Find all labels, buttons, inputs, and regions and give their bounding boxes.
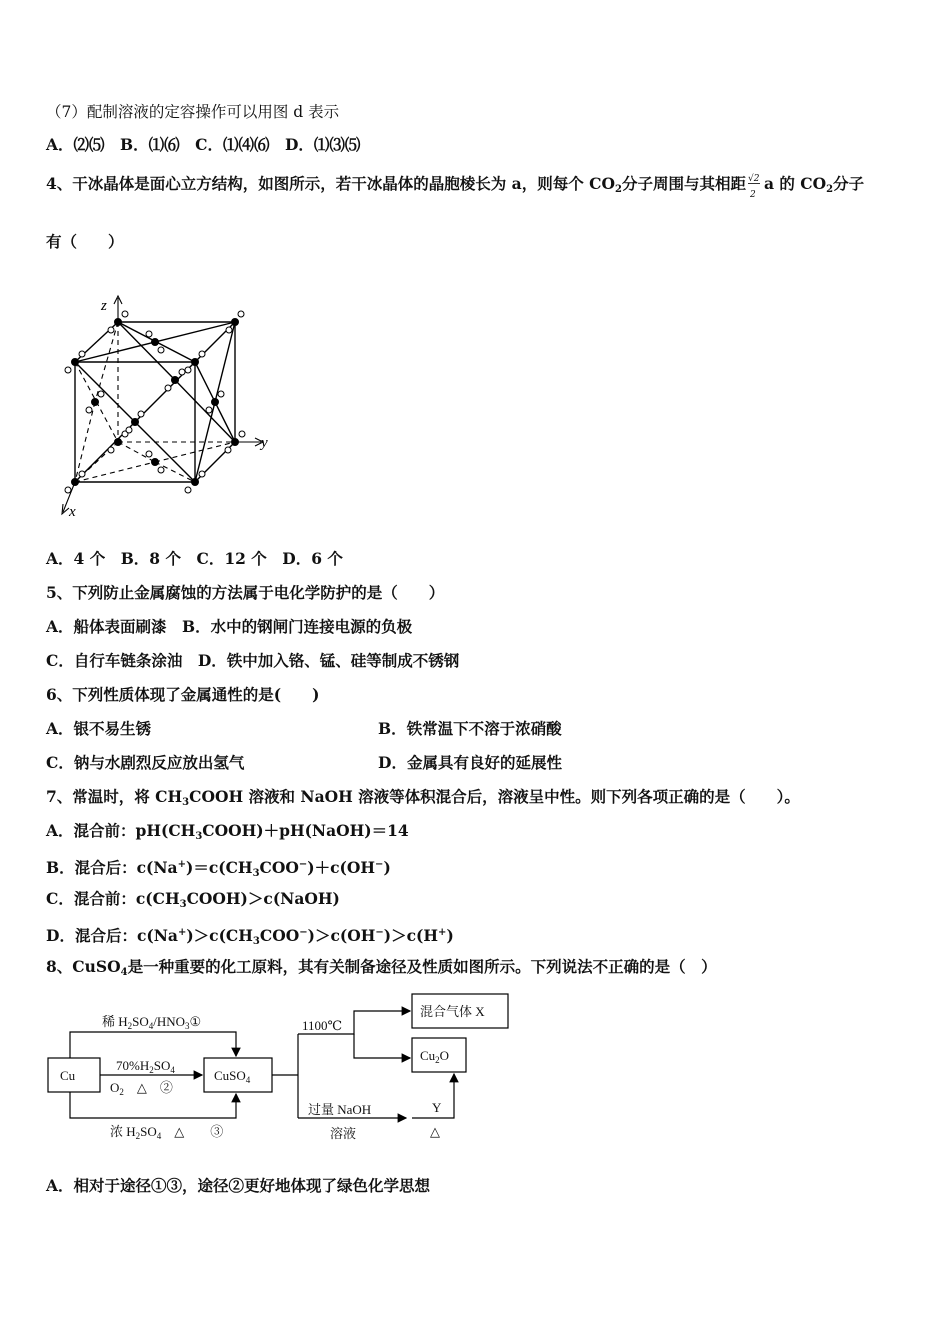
q7-stem: 7、常温时，将 $CH_3COOH$ 溶液和 NaOH 溶液等体积混合后，溶液呈中性。则下列各项正确的是（ ）。 bbox=[46, 787, 800, 808]
q7-option-b: B．混合后：$c(Na^+)=c(CH_3COO^-)+c(OH^-)$ bbox=[46, 858, 391, 879]
axis-z-label: z bbox=[101, 298, 107, 314]
q6-option-a: A．银不易生锈 bbox=[46, 719, 152, 738]
q3-options: A．⑵⑸ B．⑴⑹ C．⑴⑷⑹ D．⑴⑶⑸ bbox=[46, 135, 361, 154]
cuso4-flow-diagram bbox=[40, 990, 520, 1150]
cu-label: Cu bbox=[60, 1068, 76, 1083]
route2-bottom-label: $O_2$ △ ② bbox=[110, 1080, 173, 1097]
route1-label: 稀 $H_2SO_4/HNO_3①$ bbox=[102, 1014, 202, 1031]
route2-top-label: $70\%H_2SO_4$ bbox=[116, 1058, 175, 1075]
route3-label: 浓 $H_2SO_4$ △ ③ bbox=[110, 1124, 224, 1141]
q3-item7: （7）配制溶液的定容操作可以用图 d 表示 bbox=[46, 103, 340, 121]
dry-ice-unit-cell-figure bbox=[55, 290, 285, 525]
q6-option-d: D．金属具有良好的延展性 bbox=[378, 753, 562, 772]
fraction: $\frac{√2}{2}$ bbox=[747, 174, 760, 200]
cu2o-label: $Cu_2O$ bbox=[420, 1048, 450, 1065]
y-label: Y bbox=[432, 1100, 442, 1115]
q4-options: A．4 个 B．8 个 C．12 个 D．6 个 bbox=[46, 549, 343, 568]
q8-option-a: A．相对于途径①③，途径②更好地体现了绿色化学思想 bbox=[46, 1176, 431, 1195]
naoh-label: 过量 NaOH bbox=[308, 1102, 372, 1117]
q7-option-a: A．混合前：$pH(CH_3COOH)+pH(NaOH)=14$ bbox=[46, 821, 409, 842]
axis-y-label: y bbox=[261, 435, 268, 451]
q8-stem: 8、CuSO$_4$是一种重要的化工原料，其有关制备途径及性质如图所示。下列说法不正确的是（ ） bbox=[46, 957, 717, 978]
temperature-label: 1100℃ bbox=[302, 1018, 343, 1033]
q4-stem-cont: 有（ ） bbox=[46, 232, 124, 251]
solution-label: 溶液 bbox=[330, 1126, 357, 1141]
delta-label: △ bbox=[430, 1124, 440, 1139]
q5-stem: 5、下列防止金属腐蚀的方法属于电化学防护的是（ ） bbox=[46, 583, 445, 602]
q6-option-c: C．钠与水剧烈反应放出氢气 bbox=[46, 753, 245, 772]
q5-options-ab: A．船体表面刷漆 B．水中的钢闸门连接电源的负极 bbox=[46, 617, 413, 636]
q5-options-cd: C．自行车链条涂油 D．铁中加入铬、锰、硅等制成不锈钢 bbox=[46, 651, 460, 670]
q4-stem: 4、干冰晶体是面心立方结构，如图所示，若干冰晶体的晶胞棱长为 a，则每个 $CO_2$分子周围与其相距 $\frac{√2}{2}$ a 的 $CO_2$分子 bbox=[46, 174, 865, 200]
q6-stem: 6、下列性质体现了金属通性的是( ) bbox=[46, 685, 320, 704]
q6-option-b: B．铁常温下不溶于浓硝酸 bbox=[378, 719, 562, 738]
q7-option-d: D．混合后：$c(Na^+)>c(CH_3COO^-)>c(OH^-)>c(H^+)$ bbox=[46, 926, 454, 947]
gas-x-label: 混合气体 X bbox=[420, 1004, 485, 1019]
q7-option-c: C．混合前：$c(CH_3COOH)>c(NaOH)$ bbox=[46, 889, 340, 910]
axis-x-label: x bbox=[69, 504, 76, 520]
cuso4-label: CuSO$_4$ bbox=[214, 1068, 251, 1085]
